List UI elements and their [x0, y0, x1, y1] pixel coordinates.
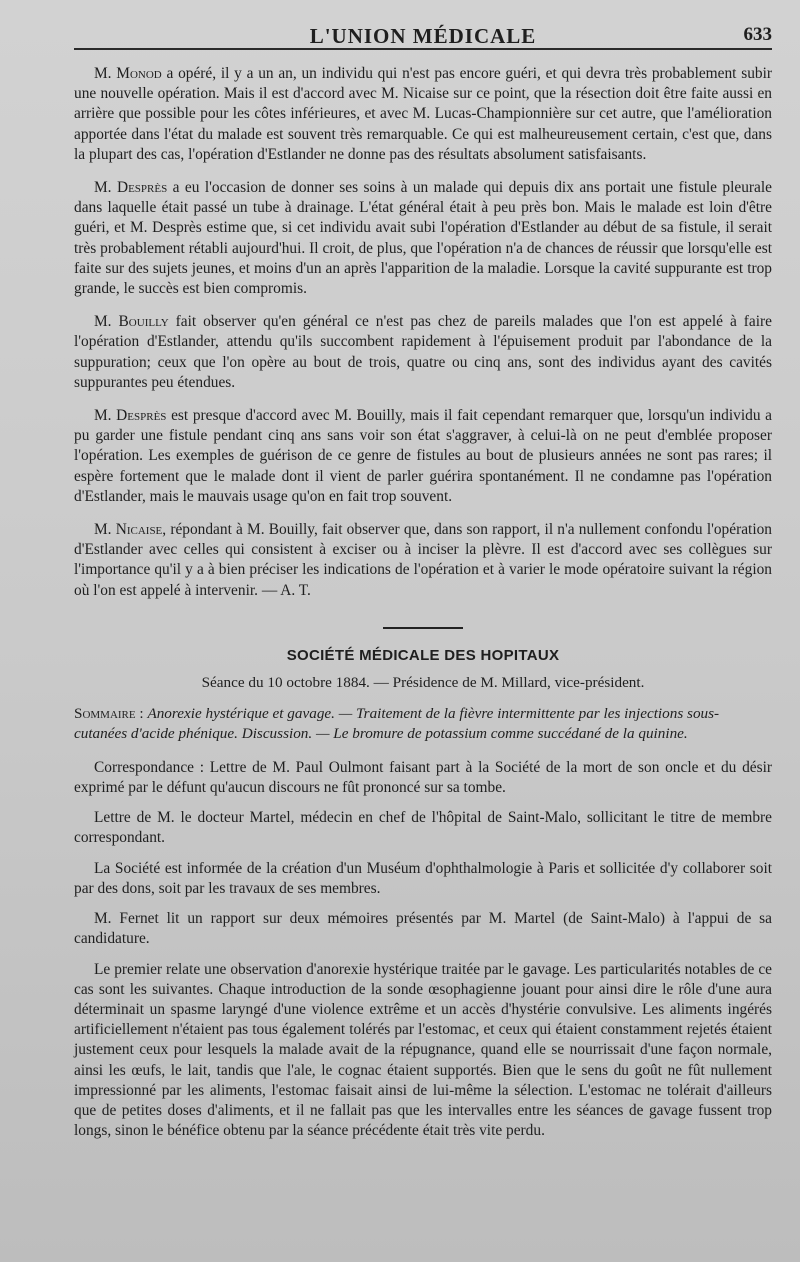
paragraph-monod — [74, 64, 772, 165]
section-divider — [383, 627, 463, 629]
speaker-name: M. Bouilly — [94, 313, 169, 331]
paragraph-text: est presque d'accord avec M. Bouilly, mais il fait cependant remarquer que, lorsqu'un individu a pu garder une fistule pendant cinq ans sans voir son état s'aggraver, à celui-là on ne peut d'emblée proposer l'opération. Les exemples de guérison de ce genre de fistules au bout de plusieurs années ne sont pas rares; il espère fortement que le malade dont il vient de parler guérira spontanément. Il ne condamne pas l'opération d'Estlander, mais le mauvais usage qu'on en fait trop souvent. — [74, 407, 772, 505]
paragraph-text: a eu l'occasion de donner ses soins à un malade qui depuis dix ans portait une fistule pleurale dans laquelle était passé un tube à drainage. L'état général était à peu près bon. Mais le malade est loin d'être guéri, et M. Desprès estime que, si cet individu avait subi l'opération d'Estlander au début de sa fistule, il serait très probablement rétabli aujourd'hui. Il croit, de plus, que l'opération n'a de chances de réussir que lorsqu'elle est faite sur des sujets jeunes, et moins d'un an après l'apparition de la maladie. Lorsque la cavité suppurante est trop grande, le succès est bien compromis. — [74, 179, 772, 298]
paragraph-museum: La Société est informée de la création d'un Muséum d'ophthalmologie à Paris et sollicitée d'y collaborer soit par des dons, soit par les travaux de ses membres. — [74, 859, 772, 897]
session-text — [74, 758, 772, 1141]
paragraph-bouilly — [74, 312, 772, 393]
sommaire-label: Sommaire : — [74, 704, 144, 722]
journal-title: L'UNION MÉDICALE — [309, 24, 537, 48]
paragraph-text: a opéré, il y a un an, un individu qui n'est pas encore guéri, et qui devra très probablement subir une nouvelle opération. Mais il est d'accord avec M. Nicaise sur ce point, que la résection doit être faite aussi en arrière que possible pour les côtes inférieures, et avec M. Lucas-Championnière sur cet autre, que l'amélioration apportée dans l'état du malade est souvent très remarquable. Ce qui est malheureusement certain, c'est que, dans la plupart des cas, l'opération d'Estlander ne donne pas des résultats absolument satisfaisants. — [74, 65, 772, 163]
paragraph-correspondance: Correspondance : Lettre de M. Paul Oulmont faisant part à la Société de la mort de son oncle et du désir exprimé par le défunt qu'aucun discours ne fût prononcé sur sa tombe. — [74, 758, 772, 797]
page-number: 633 — [743, 24, 772, 45]
sommaire-text: Anorexie hystérique et gavage. — Traitement de la fièvre intermittente par les injections sous-cutanées d'acide phénique. Discussion. — Le bromure de potassium comme succédané de la quinine. — [74, 704, 720, 742]
sommaire — [74, 704, 772, 744]
speaker-name: M. Desprès — [94, 179, 168, 197]
running-head — [74, 20, 772, 50]
paragraph-martel-letter: Lettre de M. le docteur Martel, médecin en chef de l'hôpital de Saint-Malo, sollicitant le titre de membre correspondant. — [74, 809, 772, 847]
speaker-name: M. Desprès — [94, 407, 167, 425]
paragraph-fernet: M. Fernet lit un rapport sur deux mémoires présentés par M. Martel (de Saint-Malo) à l'appui de sa candidature. — [74, 910, 772, 948]
paragraph-despres-2 — [74, 406, 772, 507]
paragraph-despres-1 — [74, 178, 772, 299]
seance-line: Séance du 10 octobre 1884. — Présidence de M. Millard, vice-président. — [201, 673, 645, 691]
speaker-name: M. Nicaise — [94, 521, 163, 539]
discussion-text — [74, 64, 772, 601]
section-title: SOCIÉTÉ MÉDICALE DES HOPITAUX — [286, 646, 560, 664]
speaker-name: M. Monod — [94, 65, 162, 82]
paragraph-text: fait observer qu'en général ce n'est pas chez de pareils malades que l'on est appelé à faire l'opération d'Estlander, attendu qu'ils succombent rapidement à l'épuisement produit par l'abondance de la suppuration; ceux que l'on opère au bout de trois, quatre ou cinq ans, sont des individus ayant des cavités suppurantes peu étendues. — [74, 313, 772, 391]
paragraph-observation: Le premier relate une observation d'anorexie hystérique traitée par le gavage. Les particularités notables de ce cas sont les suivantes. Chaque introduction de la sonde œsophagienne jouant pour ainsi dire le rôle d'une aura déterminait un spasme laryngé d'une violence extrême et un accès d'hystérie convulsive. Les aliments ingérés artificiellement n'étaient pas tous également tolérés par l'estomac, et ceux qui étaient constamment rejetés étaient justement ceux pour lesquels la malade avait de la répugnance, quand elle se nourrissait d'une façon normale, ainsi les œufs, le lait, tandis que l'ale, le cognac étaient supportés. Bien que le sens du goût ne fût nullement impressionné par les aliments, l'estomac faisait ainsi de lui-même la sélection. L'estomac ne tolérait d'ailleurs que de petites doses d'aliments, et il ne fallait pas que les intervalles entre les séances de gavage fussent trop longs, sinon le bénéfice obtenu par la séance précédente était très vite perdu. — [74, 960, 772, 1140]
paragraph-text: , répondant à M. Bouilly, fait observer que, dans son rapport, il n'a nullement confondu l'opération d'Estlander avec celles qui consistent à exciser ou à inciser la plèvre. Il est d'accord avec ses collègues sur l'importance qu'il y a à bien préciser les indications de l'opération et à varier le mode opératoire suivant la région où l'on est appelé à intervenir. — A. T. — [74, 521, 772, 599]
paragraph-nicaise — [74, 520, 772, 601]
